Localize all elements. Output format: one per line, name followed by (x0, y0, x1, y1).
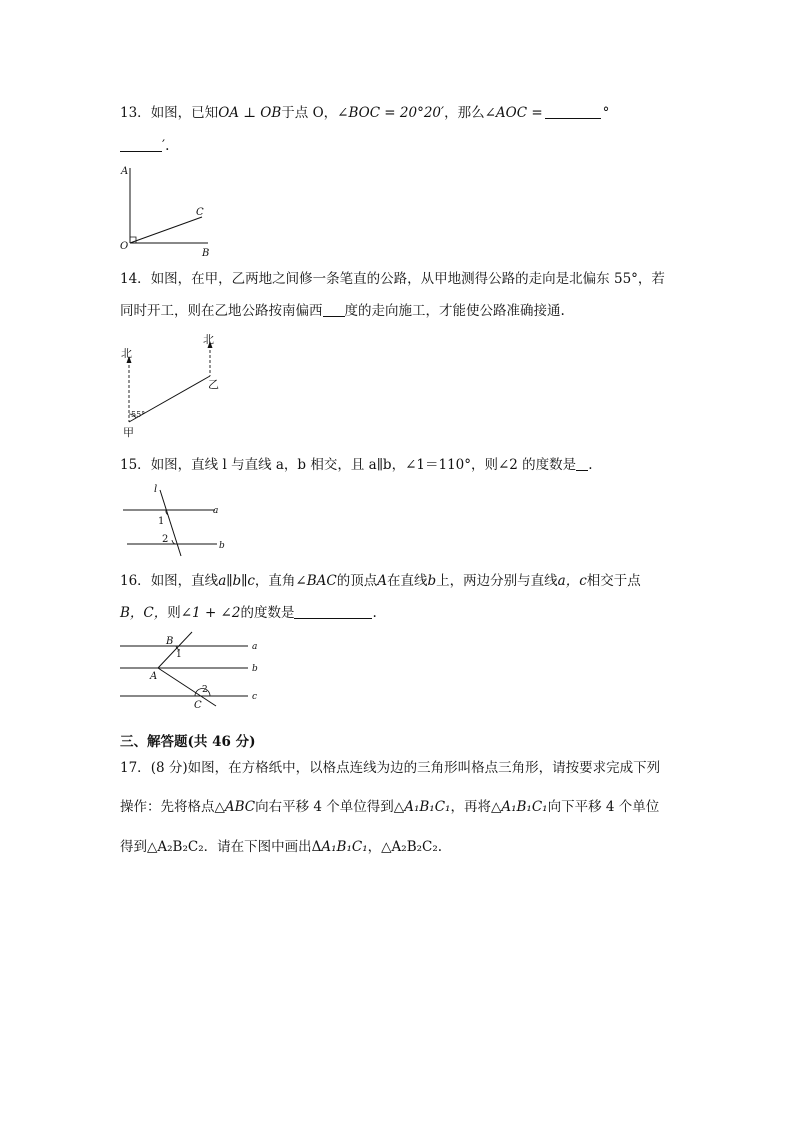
q15-figure (118, 480, 238, 560)
q16-text-1a: 如图，直线 (150, 573, 219, 589)
q13-text-b: 于点 O， (281, 105, 338, 121)
q17-text-2b: 向右平移 4 个单位得到△ (255, 799, 405, 815)
label-A: A (150, 671, 158, 682)
q16-line2 (120, 604, 377, 622)
q16-math-5: a，c (557, 573, 587, 589)
q17-text-line1: (8 分)如图，在方格纸中，以格点连线为边的三角形叫格点三角形，请按要求完成下列 (150, 760, 661, 776)
q14-answer-blank[interactable] (323, 302, 345, 317)
q15-answer-blank[interactable] (576, 456, 588, 471)
label-a: a (252, 642, 258, 652)
q16-text-1c: 的顶点 (336, 573, 378, 589)
q16-number: 16． (120, 573, 151, 589)
q13-answer-blank-minute[interactable] (120, 137, 162, 152)
q17-text-2d: 向下平移 4 个单位 (547, 799, 660, 815)
q16-figure (118, 632, 268, 712)
q15-number: 15． (120, 457, 151, 473)
q16-text-1b: ，直角 (254, 573, 296, 589)
q16-text-1e: 上，两边分别与直线 (436, 573, 558, 589)
label-55-degrees: 55° (131, 410, 146, 419)
q17-text-2a: 操作：先将格点△ (120, 799, 225, 815)
q13-figure (118, 162, 218, 262)
q14-line2 (120, 302, 565, 320)
q16-text-2b: 的度数是 (240, 605, 295, 621)
q14-text-line2a: 同时开工，则在乙地公路按南偏西 (120, 303, 323, 319)
q17-line3 (120, 838, 442, 856)
q17-math-5: A₁B₁C₁ (321, 839, 368, 855)
q13-math-a: OA ⊥ OB (218, 105, 282, 121)
ray-oc (130, 217, 202, 243)
q17-text-3d: . (437, 839, 443, 855)
q13-minute-sign: ′. (162, 138, 170, 154)
q13-line1 (120, 104, 609, 122)
q16-text-2a: 则 (167, 605, 181, 621)
q13-number: 13． (120, 105, 151, 121)
q13-math-b: ∠BOC = 20°20′ (337, 105, 445, 121)
q14-text-line1: 如图，在甲，乙两地之间修一条笔直的公路，从甲地测得公路的走向是北偏东 55°，若 (150, 271, 665, 287)
q13-degree-sign: ° (602, 105, 610, 121)
q14-line1 (120, 270, 665, 288)
section-3-heading: 三、解答题(共 46 分) (120, 734, 256, 750)
q16-text-1f: 相交于点 (586, 573, 641, 589)
label-north-yi: 北 (203, 333, 214, 346)
q17-text-3a: 得到△ (120, 839, 158, 855)
side-ab (158, 632, 192, 668)
q17-text-2c: ，再将△ (450, 799, 502, 815)
label-1: 1 (158, 516, 165, 527)
q16-text-1d: 在直线 (386, 573, 428, 589)
label-2: 2 (202, 685, 208, 695)
q17-math-2: A₁B₁C₁ (404, 799, 451, 815)
label-B: B (166, 636, 174, 647)
label-north-jia: 北 (121, 347, 132, 360)
q13-text-c: ，那么 (444, 105, 485, 121)
q14-figure (118, 330, 238, 445)
q16-math-2: ∠BAC (295, 573, 337, 589)
q13-answer-blank-degree[interactable] (545, 104, 601, 119)
q13-math-c: ∠AOC = (484, 105, 543, 121)
label-C: C (194, 700, 202, 711)
label-C: C (196, 207, 204, 218)
q13-text-a: 如图，已知 (150, 105, 219, 121)
q16-math-1: a∥b∥c (218, 573, 255, 589)
label-O: O (120, 241, 129, 252)
label-A: A (121, 166, 129, 177)
label-1: 1 (176, 650, 182, 660)
label-2: 2 (162, 534, 169, 545)
q16-answer-blank[interactable] (294, 604, 372, 619)
label-B: B (202, 248, 210, 259)
label-c: c (252, 692, 258, 702)
q17-line2 (120, 798, 659, 816)
label-jia: 甲 (123, 426, 134, 439)
q17-math-6: A₂B₂C₂ (391, 839, 438, 855)
q17-math-4: A₂B₂C₂ (157, 839, 204, 855)
q16-text-2c: . (372, 605, 377, 621)
q15-text-b: . (588, 457, 593, 473)
q17-math-3: A₁B₁C₁ (501, 799, 548, 815)
label-l: l (154, 484, 158, 495)
q13-line2 (120, 137, 169, 155)
label-a: a (213, 506, 219, 516)
q16-math-4: b (427, 573, 437, 589)
angle-2-arc (172, 540, 175, 544)
label-b: b (219, 541, 225, 551)
q15-text-a: 如图，直线 l 与直线 a，b 相交，且 a∥b，∠1＝110°，则∠2 的度数是 (150, 457, 577, 473)
q17-text-3b: ．请在下图中画出Δ (203, 839, 322, 855)
q17-line1 (120, 759, 660, 777)
q14-text-line2b: 度的走向施工，才能使公路准确接通. (344, 303, 565, 319)
label-yi: 乙 (208, 378, 219, 391)
q16-math-6: B，C， (120, 605, 168, 621)
q17-text-3c: ，△ (367, 839, 392, 855)
q14-number: 14． (120, 271, 151, 287)
q17-math-1: ABC (224, 799, 256, 815)
label-b: b (252, 664, 258, 674)
q15-line1 (120, 456, 592, 474)
q16-math-7: ∠1 + ∠2 (180, 605, 241, 621)
q16-line1 (120, 572, 641, 590)
q17-number: 17． (120, 760, 151, 776)
q16-math-3: A (377, 573, 387, 589)
